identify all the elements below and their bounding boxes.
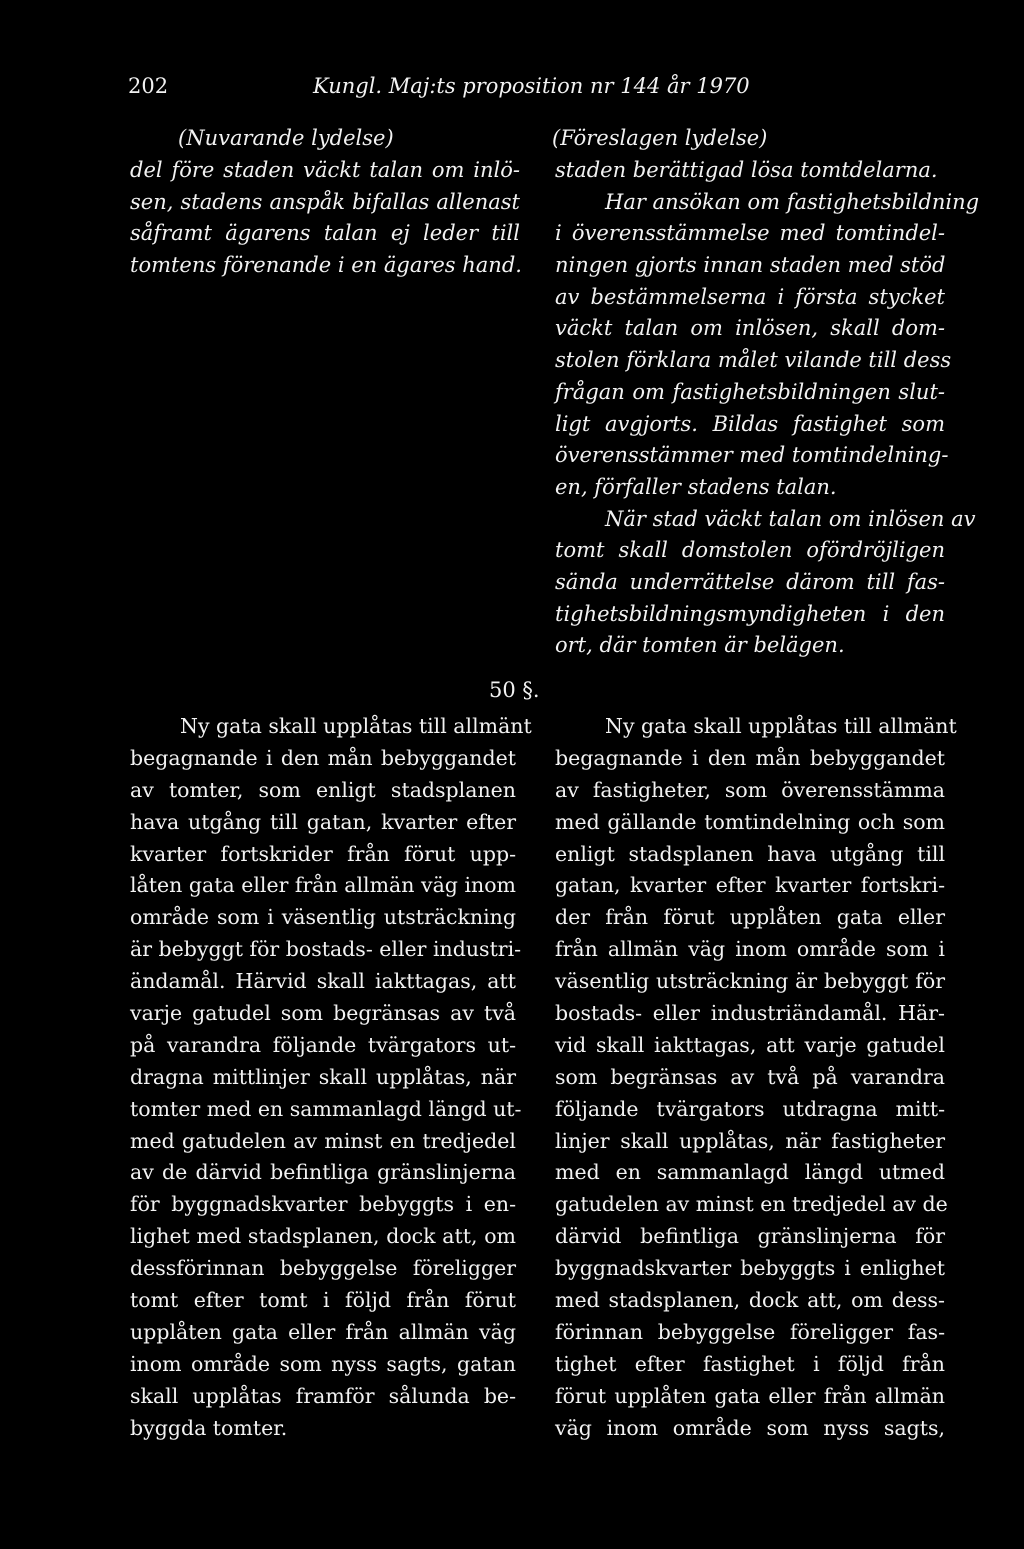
text-line: förut upplåten gata eller från allmän bbox=[555, 1383, 945, 1408]
text-line: av fastigheter, som överensstämma bbox=[555, 777, 945, 802]
text-line: gatudelen av minst en tredjedel av de bbox=[555, 1192, 948, 1217]
text-line: sen, stadens anspåk bifallas allenast bbox=[130, 189, 520, 214]
text-line: vid skall iakttagas, att varje gatudel bbox=[555, 1032, 945, 1057]
lower-proposed-text bbox=[555, 711, 957, 1444]
text-line: kvarter fortskrider från förut upp- bbox=[130, 841, 516, 866]
text-line: för byggnadskvarter bebyggts i en- bbox=[130, 1192, 516, 1217]
text-line: med gällande tomtindelning och som bbox=[555, 809, 945, 834]
text-line: byggnadskvarter bebyggts i enlighet bbox=[555, 1256, 945, 1281]
text-line: skall upplåtas framför sålunda be- bbox=[130, 1383, 516, 1408]
text-line: ort, där tomten är belägen. bbox=[555, 633, 845, 658]
text-line: ändamål. Härvid skall iakttagas, att bbox=[130, 969, 516, 994]
text-line: del före staden väckt talan om inlö- bbox=[130, 158, 520, 182]
text-line: väckt talan om inlösen, skall dom- bbox=[555, 316, 945, 341]
text-line: som begränsas av två på varandra bbox=[555, 1064, 945, 1089]
text-line: sända underrättelse därom till fas- bbox=[555, 569, 945, 594]
text-line: byggda tomter. bbox=[130, 1415, 288, 1440]
text-line: på varandra följande tvärgators ut- bbox=[130, 1032, 516, 1057]
text-line: tomt efter tomt i följd från förut bbox=[130, 1288, 516, 1313]
text-line: är bebyggt för bostads- eller industri- bbox=[130, 937, 522, 962]
text-line: med gatudelen av minst en tredjedel bbox=[130, 1128, 516, 1153]
lower-current-text bbox=[130, 711, 532, 1444]
text-line: en, förfaller stadens talan. bbox=[555, 474, 837, 499]
upper-proposed-text bbox=[555, 155, 980, 662]
text-line: tomter med en sammanlagd längd ut- bbox=[130, 1096, 522, 1121]
text-line: staden berättigad lösa tomtdelarna. bbox=[555, 158, 938, 182]
text-line: förinnan bebyggelse föreligger fas- bbox=[555, 1319, 945, 1344]
section-marker: 50 §. bbox=[489, 678, 540, 702]
text-line: lighet med stadsplanen, dock att, om bbox=[130, 1224, 516, 1249]
text-line: upplåten gata eller från allmän väg bbox=[130, 1319, 516, 1344]
current-wording-heading: (Nuvarande lydelse) bbox=[178, 126, 394, 150]
text-line: dessförinnan bebyggelse föreligger bbox=[130, 1256, 516, 1281]
text-line: område som i väsentlig utsträckning bbox=[130, 905, 516, 930]
text-line: Ny gata skall upplåtas till allmänt bbox=[605, 714, 957, 738]
text-line: ligt avgjorts. Bildas fastighet som bbox=[555, 411, 945, 436]
upper-current-text bbox=[130, 155, 520, 282]
running-title: Kungl. Maj:ts proposition nr 144 år 1970 bbox=[313, 74, 750, 98]
text-line: med en sammanlagd längd utmed bbox=[555, 1160, 945, 1185]
text-line: Har ansökan om fastighetsbildning bbox=[605, 189, 980, 214]
text-line: därvid befintliga gränslinjerna för bbox=[555, 1224, 945, 1249]
text-line: frågan om fastighetsbildningen slut- bbox=[555, 379, 945, 404]
text-line: tomtens förenande i en ägares hand. bbox=[130, 253, 522, 278]
text-line: begagnande i den mån bebyggandet bbox=[130, 745, 516, 770]
text-line: varje gatudel som begränsas av två bbox=[130, 1001, 516, 1026]
text-line: ningen gjorts innan staden med stöd bbox=[555, 253, 946, 278]
text-line: tomt skall domstolen ofördröjligen bbox=[555, 538, 945, 563]
text-line: Ny gata skall upplåtas till allmänt bbox=[180, 714, 532, 738]
text-line: stolen förklara målet vilande till dess bbox=[555, 348, 952, 373]
text-line: såframt ägarens talan ej leder till bbox=[130, 221, 520, 246]
text-line: dragna mittlinjer skall upplåtas, när bbox=[130, 1064, 516, 1089]
text-line: från allmän väg inom område som i bbox=[555, 937, 945, 962]
text-line: gatan, kvarter efter kvarter fortskri- bbox=[555, 873, 945, 898]
text-line: låten gata eller från allmän väg inom bbox=[130, 873, 516, 898]
text-line: linjer skall upplåtas, när fastigheter bbox=[555, 1128, 945, 1153]
text-line: med stadsplanen, dock att, om dess- bbox=[555, 1288, 945, 1313]
text-line: När stad väckt talan om inlösen av bbox=[605, 506, 976, 531]
text-line: hava utgång till gatan, kvarter efter bbox=[130, 809, 516, 834]
text-line: i överensstämmelse med tomtindel- bbox=[555, 221, 945, 246]
text-line: följande tvärgators utdragna mitt- bbox=[555, 1096, 945, 1121]
proposed-wording-heading: (Föreslagen lydelse) bbox=[552, 126, 768, 150]
text-line: inom område som nyss sagts, gatan bbox=[130, 1351, 516, 1376]
text-line: der från förut upplåten gata eller bbox=[555, 905, 945, 930]
text-line: tighetsbildningsmyndigheten i den bbox=[555, 601, 945, 626]
text-line: enligt stadsplanen hava utgång till bbox=[555, 841, 945, 866]
text-line: tighet efter fastighet i följd från bbox=[555, 1351, 945, 1376]
text-line: begagnande i den mån bebyggandet bbox=[555, 745, 945, 770]
text-line: av tomter, som enligt stadsplanen bbox=[130, 777, 516, 802]
text-line: bostads- eller industriändamål. Här- bbox=[555, 1001, 945, 1026]
text-line: av bestämmelserna i första stycket bbox=[555, 284, 945, 309]
text-line: överensstämmer med tomtindelning- bbox=[555, 443, 949, 468]
text-line: väg inom område som nyss sagts, bbox=[555, 1415, 945, 1440]
text-line: av de därvid befintliga gränslinjerna bbox=[130, 1160, 516, 1185]
text-line: väsentlig utsträckning är bebyggt för bbox=[555, 969, 945, 994]
page-number: 202 bbox=[128, 74, 169, 98]
